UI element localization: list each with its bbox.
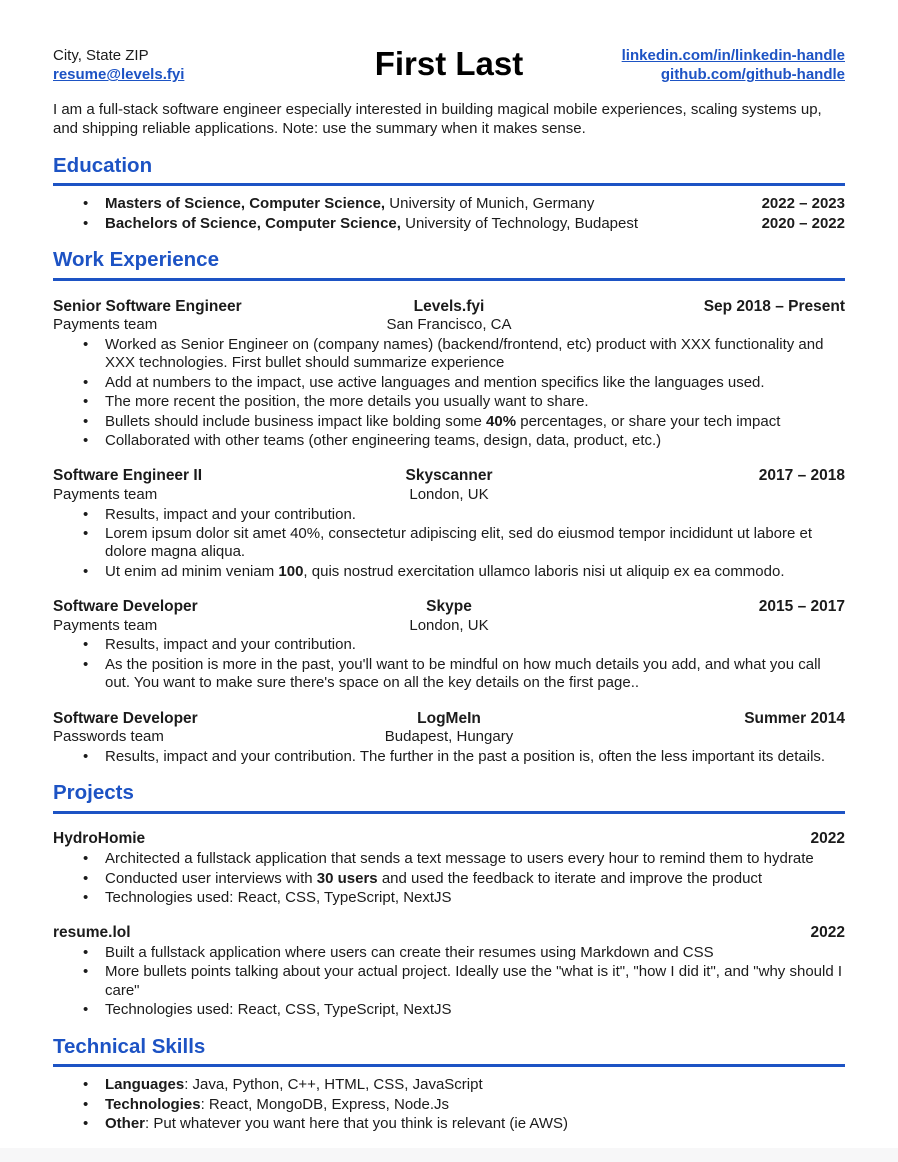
project-dates: 2022 bbox=[810, 829, 845, 847]
bullet-list bbox=[53, 336, 845, 451]
school-name: University of Technology, Budapest bbox=[405, 214, 639, 232]
job-subheader-row bbox=[53, 316, 845, 335]
skill-item bbox=[53, 1096, 845, 1114]
bullet-text bbox=[105, 1001, 452, 1018]
school-name: University of Munich, Germany bbox=[389, 195, 595, 213]
bullet-item bbox=[53, 944, 845, 962]
text-segment: Collaborated with other teams (other engineering teams, design, data, product, etc.) bbox=[105, 431, 662, 449]
section-projects bbox=[53, 781, 845, 1019]
degree-name: Bachelors of Science, Computer Science, bbox=[105, 214, 401, 232]
text-segment: Bullets should include business impact like bolding some bbox=[105, 412, 487, 430]
education-item bbox=[53, 195, 845, 213]
text-segment: The more recent the position, the more details you usually want to share. bbox=[105, 393, 589, 411]
github-link[interactable]: github.com/github-handle bbox=[660, 66, 845, 84]
summary-text: I am a full-stack software engineer especially interested in building magical mobile experiences, scaling systems up, and shipping reliable applications. Note: use the summary when it makes sense. bbox=[53, 101, 822, 137]
education-dates: 2020 – 2022 bbox=[761, 214, 845, 232]
text-segment: Architected a fullstack application that sends a text message to users every hour to remind them to hydrate bbox=[105, 850, 814, 868]
bullet-item bbox=[53, 506, 845, 524]
job-dates: Summer 2014 bbox=[744, 709, 845, 727]
bullet-item bbox=[53, 748, 845, 766]
job-location: San Francisco, CA bbox=[386, 316, 512, 333]
job-block bbox=[53, 709, 845, 767]
skill-text bbox=[105, 1096, 449, 1113]
bullet-text bbox=[105, 413, 780, 430]
text-segment: Conducted user interviews with bbox=[105, 869, 317, 887]
text-segment: , quis nostrud exercitation ullamco laboris nisi ut aliquip ex ea commodo. bbox=[303, 562, 785, 580]
job-team: Passwords team bbox=[53, 728, 164, 746]
project-block bbox=[53, 923, 845, 1020]
bullet-item bbox=[53, 393, 845, 411]
bullet-item bbox=[53, 889, 845, 907]
job-subheader-spacer bbox=[581, 617, 845, 636]
education-dates: 2022 – 2023 bbox=[761, 195, 845, 213]
email-link[interactable]: resume@levels.fyi bbox=[53, 66, 185, 84]
text-segment: Ut enim ad minim veniam bbox=[105, 562, 279, 580]
text-segment: and used the feedback to iterate and improve the product bbox=[377, 869, 763, 887]
text-segment: As the position is more in the past, you'll want to be mindful on how much details you add, and what you call out. You want to make sure there's space on all the key details on the first page.. bbox=[105, 655, 821, 692]
job-location: London, UK bbox=[409, 616, 489, 634]
job-header-row bbox=[53, 709, 845, 728]
projects-heading: Projects bbox=[53, 781, 845, 814]
bullet-list bbox=[53, 506, 845, 582]
text-segment: Add at numbers to the impact, use active languages and mention specifics like the languages used. bbox=[105, 373, 765, 391]
job-subheader-row bbox=[53, 486, 845, 505]
page-bottom-edge bbox=[0, 1148, 898, 1162]
jobs-container bbox=[53, 297, 845, 767]
job-subheader-spacer bbox=[581, 316, 845, 335]
job-header-row bbox=[53, 597, 845, 616]
bullet-item bbox=[53, 850, 845, 868]
bullet-text bbox=[105, 432, 661, 449]
text-segment: Technologies used: React, CSS, TypeScript, NextJS bbox=[105, 889, 452, 907]
section-work-experience bbox=[53, 248, 845, 766]
text-segment: Results, impact and your contribution. bbox=[105, 505, 356, 523]
bullet-text bbox=[105, 656, 821, 691]
bullet-text bbox=[105, 963, 842, 998]
technical-skills-heading: Technical Skills bbox=[53, 1035, 845, 1068]
contact-city: City, State ZIP bbox=[53, 47, 149, 64]
bullet-item bbox=[53, 525, 845, 562]
job-dates: Sep 2018 – Present bbox=[703, 297, 845, 315]
job-team: Payments team bbox=[53, 616, 158, 634]
bullet-text bbox=[105, 944, 714, 961]
bullet-item bbox=[53, 432, 845, 450]
job-title: Senior Software Engineer bbox=[53, 297, 242, 315]
text-segment: Lorem ipsum dolor sit amet 40%, consectetur adipiscing elit, sed do eiusmod tempor incididunt ut labore et dolore magna aliqua. bbox=[105, 524, 813, 561]
job-block bbox=[53, 297, 845, 451]
job-team: Payments team bbox=[53, 485, 158, 503]
resume-header bbox=[53, 46, 845, 84]
education-degree-school bbox=[105, 215, 762, 233]
job-block bbox=[53, 597, 845, 692]
skill-item bbox=[53, 1115, 845, 1133]
job-company: Skyscanner bbox=[405, 467, 493, 485]
bullet-item bbox=[53, 563, 845, 581]
bullet-text bbox=[105, 636, 356, 653]
bullet-text bbox=[105, 563, 785, 580]
education-degree-school bbox=[105, 195, 762, 213]
project-header-row bbox=[53, 923, 845, 942]
bullet-item bbox=[53, 413, 845, 431]
bullet-text bbox=[105, 850, 814, 867]
job-subheader-spacer bbox=[581, 486, 845, 505]
bullet-item bbox=[53, 656, 845, 693]
projects-container bbox=[53, 829, 845, 1020]
project-dates: 2022 bbox=[810, 923, 845, 941]
skill-values: : React, MongoDB, Express, Node.Js bbox=[200, 1095, 450, 1113]
text-segment: percentages, or share your tech impact bbox=[516, 412, 781, 430]
bullet-list bbox=[53, 748, 845, 766]
bullet-item bbox=[53, 963, 845, 1000]
job-header-row bbox=[53, 297, 845, 316]
bullet-text bbox=[105, 525, 812, 560]
bullet-item bbox=[53, 1001, 845, 1019]
bullet-text bbox=[105, 889, 452, 906]
bullet-item bbox=[53, 870, 845, 888]
job-subheader-row bbox=[53, 617, 845, 636]
job-subheader-spacer bbox=[581, 728, 845, 747]
bullet-text bbox=[105, 374, 765, 391]
bullet-list bbox=[53, 944, 845, 1020]
text-segment: Worked as Senior Engineer on (company names) (backend/frontend, etc) product with XXX functionality and XXX technologies. First bullet should summarize experience bbox=[105, 335, 824, 372]
job-subheader-row bbox=[53, 728, 845, 747]
skill-values: : Java, Python, C++, HTML, CSS, JavaScript bbox=[184, 1076, 483, 1094]
section-education bbox=[53, 154, 845, 233]
job-team: Payments team bbox=[53, 316, 158, 333]
text-segment: More bullets points talking about your actual project. Ideally use the "what is it", "how I did it", and "why should I care" bbox=[105, 963, 843, 999]
bold-highlight: 40% bbox=[486, 412, 517, 430]
skill-text bbox=[105, 1115, 568, 1132]
skill-values: : Put whatever you want here that you think is relevant (ie AWS) bbox=[145, 1115, 568, 1133]
text-segment: Built a fullstack application where users can create their resumes using Markdown and CSS bbox=[105, 943, 714, 961]
job-header-row bbox=[53, 466, 845, 485]
bullet-list bbox=[53, 636, 845, 692]
skill-item bbox=[53, 1076, 845, 1094]
education-item bbox=[53, 215, 845, 233]
job-location: Budapest, Hungary bbox=[384, 728, 514, 746]
job-company: Levels.fyi bbox=[413, 297, 485, 315]
text-segment: Results, impact and your contribution. The further in the past a position is, often the less important its details. bbox=[105, 747, 826, 765]
bold-highlight: 100 bbox=[278, 562, 304, 580]
job-dates: 2015 – 2017 bbox=[758, 598, 845, 616]
candidate-name: First Last bbox=[374, 45, 524, 82]
bullet-text bbox=[105, 336, 823, 371]
job-dates: 2017 – 2018 bbox=[758, 467, 845, 485]
job-title: Software Developer bbox=[53, 598, 198, 616]
job-title: Software Developer bbox=[53, 709, 198, 727]
bold-highlight: 30 users bbox=[316, 869, 378, 887]
contact-right bbox=[541, 46, 845, 84]
project-name: resume.lol bbox=[53, 923, 131, 941]
education-heading: Education bbox=[53, 154, 845, 187]
education-list bbox=[53, 195, 845, 233]
bullet-text bbox=[105, 870, 762, 887]
bullet-text bbox=[105, 748, 825, 765]
contact-left bbox=[53, 46, 357, 84]
text-segment: Technologies used: React, CSS, TypeScript, NextJS bbox=[105, 1001, 452, 1019]
bullet-text bbox=[105, 393, 589, 410]
job-title: Software Engineer II bbox=[53, 467, 203, 485]
bullet-item bbox=[53, 374, 845, 392]
bullet-text bbox=[105, 506, 356, 523]
project-name: HydroHomie bbox=[53, 829, 146, 847]
job-company: LogMeIn bbox=[417, 709, 481, 727]
bullet-list bbox=[53, 850, 845, 907]
bullet-item bbox=[53, 336, 845, 373]
section-technical-skills bbox=[53, 1035, 845, 1134]
job-company: Skype bbox=[426, 598, 472, 616]
job-block bbox=[53, 466, 845, 581]
skills-list bbox=[53, 1076, 845, 1133]
project-header-row bbox=[53, 829, 845, 848]
skill-category: Other bbox=[105, 1115, 146, 1133]
job-location: London, UK bbox=[409, 485, 489, 503]
bullet-item bbox=[53, 636, 845, 654]
skill-text bbox=[105, 1076, 483, 1093]
linkedin-link[interactable]: linkedin.com/in/linkedin-handle bbox=[621, 47, 845, 64]
skill-category: Languages bbox=[105, 1076, 185, 1094]
skill-category: Technologies bbox=[105, 1095, 201, 1113]
project-block bbox=[53, 829, 845, 908]
work-experience-heading: Work Experience bbox=[53, 248, 845, 281]
degree-name: Masters of Science, Computer Science, bbox=[105, 195, 386, 213]
text-segment: Results, impact and your contribution. bbox=[105, 636, 356, 654]
